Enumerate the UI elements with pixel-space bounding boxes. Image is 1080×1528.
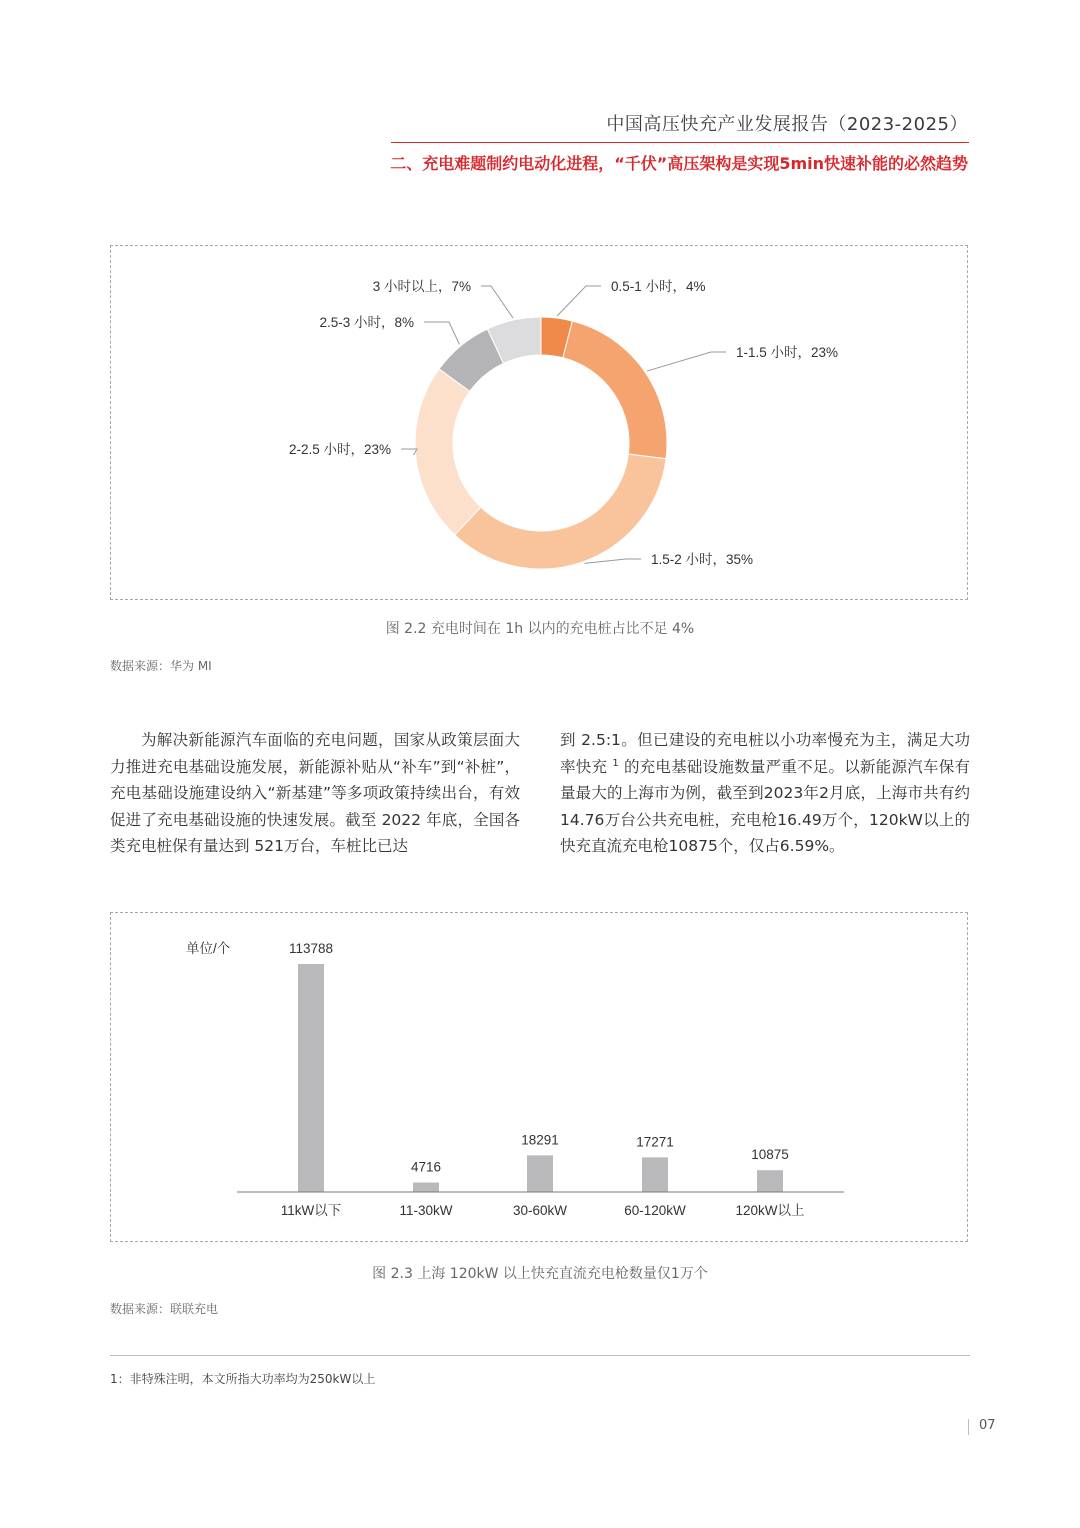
- report-title: 中国高压快充产业发展报告（2023-2025）: [606, 114, 968, 135]
- bar-value-label: 17271: [636, 1134, 674, 1150]
- figure2-source: 数据来源：联联充电: [110, 1302, 219, 1316]
- donut-slice-label: 1.5-2 小时，35%: [651, 552, 754, 567]
- donut-slice-label: 0.5-1 小时，4%: [611, 279, 706, 294]
- page-number: 07: [979, 1418, 996, 1433]
- bar-value-label: 113788: [288, 941, 334, 956]
- donut-leader-line: [424, 322, 459, 344]
- bar-value-label: 10875: [751, 1147, 789, 1163]
- donut-slice[interactable]: [563, 321, 667, 459]
- section-title: 二、充电难题制约电动化进程，“千伏”高压架构是实现5min快速补能的必然趋势: [390, 154, 968, 173]
- donut-slice-label: 1-1.5 小时，23%: [736, 345, 839, 360]
- figure1-caption: 图 2.2 充电时间在 1h 以内的充电桩占比不足 4%: [385, 621, 695, 637]
- bar-category-label: 11-30kW: [399, 1203, 453, 1218]
- bar[interactable]: [642, 1157, 668, 1192]
- body-right-text-2: 的充电基础设施数量严重不足。以新能源汽车保有量最大的上海市为例，截至到2023年2月底，上海市共有约14.76万台公共充电桩，充电枪16.49万个，120kW以上的快充直流充电枪10875个，仅占6.59%。: [560, 757, 970, 855]
- figure2-caption: 图 2.3 上海 120kW 以上快充直流充电枪数量仅1万个: [372, 1266, 708, 1282]
- donut-slice-label: 3 小时以上，7%: [372, 279, 471, 294]
- footnote-reference[interactable]: 1: [612, 757, 619, 769]
- bar-unit-label: 单位/个: [186, 941, 231, 956]
- bar[interactable]: [298, 964, 324, 1192]
- bar-chart-figure: [110, 912, 968, 1242]
- bar-chart: [111, 913, 969, 1243]
- page-number-separator: [968, 1419, 969, 1435]
- bar[interactable]: [413, 1183, 439, 1192]
- bar-category-label: 11kW以下: [280, 1203, 342, 1218]
- donut-chart-figure: [110, 245, 968, 600]
- donut-slice-label: 2.5-3 小时，8%: [319, 315, 414, 330]
- header-rule: [391, 142, 969, 143]
- bar-category-label: 120kW以上: [735, 1203, 805, 1218]
- bar-category-label: 30-60kW: [512, 1203, 568, 1218]
- bar-value-label: 4716: [410, 1159, 442, 1175]
- donut-slice[interactable]: [415, 369, 481, 535]
- bar[interactable]: [757, 1170, 783, 1192]
- donut-slice-label: 2-2.5 小时，23%: [288, 442, 391, 457]
- bar-value-label: 18291: [521, 1132, 559, 1148]
- donut-leader-line: [481, 286, 513, 318]
- footnote: 1：非特殊注明，本文所指大功率均为250kW以上: [110, 1372, 376, 1386]
- bar[interactable]: [527, 1155, 553, 1192]
- body-paragraph-right: [560, 727, 970, 860]
- figure1-source: 数据来源：华为 MI: [110, 659, 212, 673]
- donut-leader-line: [557, 286, 601, 316]
- body-paragraph-left: 为解决新能源汽车面临的充电问题，国家从政策层面大力推进充电基础设施发展，新能源补贴从“补车”到“补桩”，充电基础设施建设纳入“新基建”等多项政策持续出台，有效促进了充电基础设施的快速发展。截至 2022 年底，全国各类充电桩保有量达到 521万台，车桩比已达: [110, 731, 520, 855]
- donut-leader-line: [584, 559, 641, 563]
- bar-category-label: 60-120kW: [624, 1203, 686, 1218]
- donut-slice[interactable]: [455, 454, 666, 569]
- donut-chart: [111, 246, 969, 601]
- body-right-text-1: 到 2.5:1。但已建设的充电桩以小功率慢充为主，满足大功率快充: [560, 731, 970, 776]
- footnote-rule: [110, 1355, 970, 1356]
- donut-leader-line: [401, 449, 417, 455]
- donut-leader-line: [647, 352, 726, 371]
